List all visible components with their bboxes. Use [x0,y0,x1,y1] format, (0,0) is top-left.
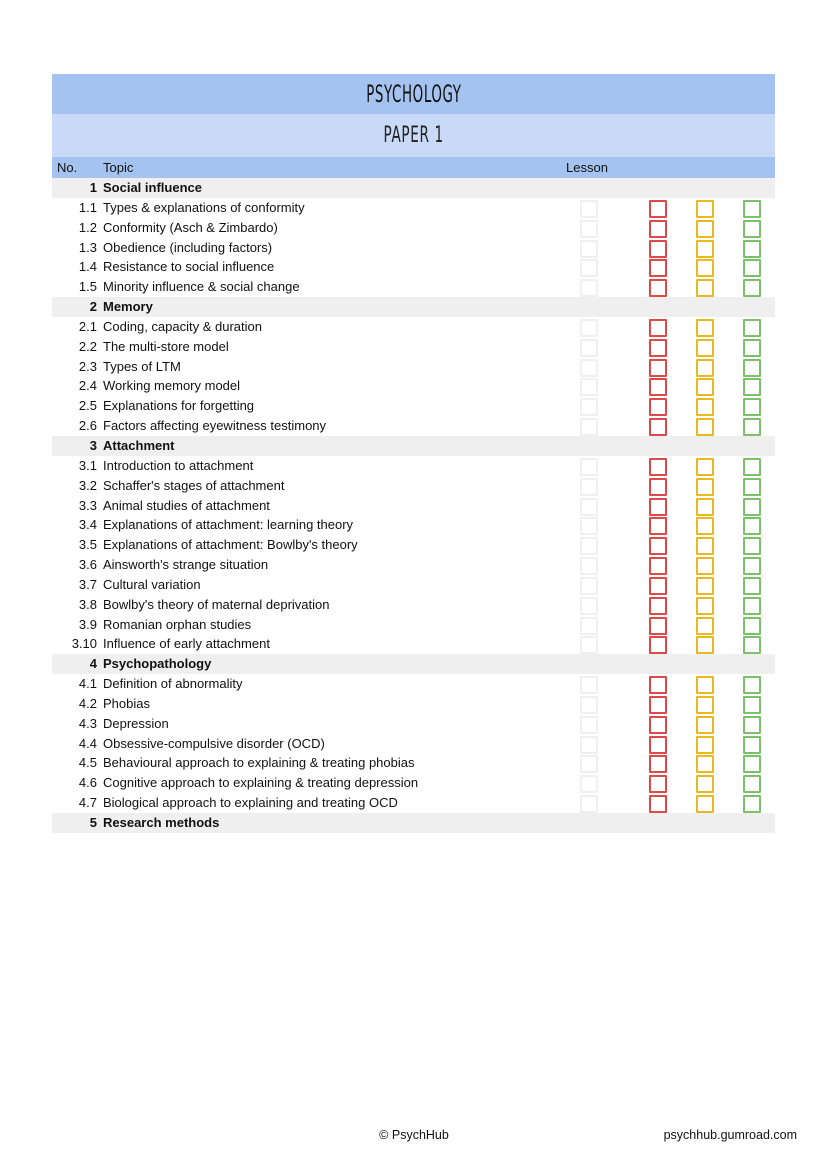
lesson-checkbox[interactable] [580,775,598,793]
row-topic: Cognitive approach to explaining & treating depression [103,775,419,791]
lesson-checkbox[interactable] [580,478,598,496]
row-number: 3.2 [78,477,97,493]
lesson-checkbox[interactable] [580,636,598,654]
row-topic: Minority influence & social change [103,279,300,295]
checklist-sheet [52,74,775,833]
red-rag-checkbox[interactable] [649,279,667,297]
red-rag-checkbox[interactable] [649,696,667,714]
green-rag-checkbox[interactable] [743,339,761,357]
row-number: 4 [89,656,97,672]
row-topic: Types of LTM [103,358,181,374]
amber-rag-checkbox[interactable] [696,240,714,258]
row-topic: Animal studies of attachment [103,497,270,513]
lesson-checkbox[interactable] [580,577,598,595]
green-rag-checkbox[interactable] [743,279,761,297]
row-number: 3.10 [71,636,97,652]
row-number: 1 [89,180,97,195]
row-number: 3.5 [78,537,97,553]
topic-row [52,634,775,654]
amber-rag-checkbox[interactable] [696,398,714,416]
red-rag-checkbox[interactable] [649,795,667,813]
lesson-checkbox[interactable] [580,339,598,357]
red-rag-checkbox[interactable] [649,775,667,793]
green-rag-checkbox[interactable] [743,498,761,516]
row-topic: Conformity (Asch & Zimbardo) [103,219,278,235]
row-topic: The multi-store model [103,338,229,354]
topic-row [52,257,775,277]
lesson-checkbox[interactable] [580,498,598,516]
row-number: 1.2 [78,219,97,235]
green-rag-checkbox[interactable] [743,537,761,555]
red-rag-checkbox[interactable] [649,378,667,396]
amber-rag-checkbox[interactable] [696,418,714,436]
topic-row [52,714,775,734]
lesson-checkbox[interactable] [580,240,598,258]
section-row [52,436,775,456]
lesson-checkbox[interactable] [580,795,598,813]
amber-rag-checkbox[interactable] [696,557,714,575]
lesson-checkbox[interactable] [580,378,598,396]
lesson-checkbox[interactable] [580,617,598,635]
amber-rag-checkbox[interactable] [696,458,714,476]
red-rag-checkbox[interactable] [649,537,667,555]
green-rag-checkbox[interactable] [743,577,761,595]
row-number: 2 [89,299,97,315]
amber-rag-checkbox[interactable] [696,498,714,516]
lesson-checkbox[interactable] [580,716,598,734]
row-topic: Working memory model [103,378,241,394]
red-rag-checkbox[interactable] [649,359,667,377]
red-rag-checkbox[interactable] [649,418,667,436]
row-topic: Psychopathology [103,656,212,672]
green-rag-checkbox[interactable] [743,200,761,218]
green-rag-checkbox[interactable] [743,458,761,476]
row-topic: Memory [103,299,153,315]
lesson-checkbox[interactable] [580,418,598,436]
row-number: 1.3 [78,239,97,255]
topic-row [52,595,775,615]
green-rag-checkbox[interactable] [743,418,761,436]
row-number: 1.1 [78,199,97,215]
red-rag-checkbox[interactable] [649,200,667,218]
amber-rag-checkbox[interactable] [696,537,714,555]
row-topic: Romanian orphan studies [103,616,252,632]
green-rag-checkbox[interactable] [743,716,761,734]
row-number: 3 [89,437,97,453]
row-topic: Research methods [103,815,220,830]
amber-rag-checkbox[interactable] [696,597,714,615]
green-rag-checkbox[interactable] [743,220,761,238]
row-topic: Explanations of attachment: Bowlby's theory [103,537,358,553]
amber-rag-checkbox[interactable] [696,696,714,714]
row-topic: Cultural variation [103,576,201,592]
amber-rag-checkbox[interactable] [696,517,714,535]
topic-row [52,694,775,714]
topic-row [52,555,775,575]
row-number: 3.9 [78,616,97,632]
red-rag-checkbox[interactable] [649,398,667,416]
green-rag-checkbox[interactable] [743,259,761,277]
row-topic: Resistance to social influence [103,259,275,275]
green-rag-checkbox[interactable] [743,676,761,694]
amber-rag-checkbox[interactable] [696,200,714,218]
amber-rag-checkbox[interactable] [696,577,714,595]
amber-rag-checkbox[interactable] [696,319,714,337]
amber-rag-checkbox[interactable] [696,378,714,396]
topic-row [52,317,775,337]
column-no: No. [57,160,78,175]
page-title [52,74,775,114]
topic-row [52,476,775,496]
topic-row [52,396,775,416]
footer-copyright: © PsychHub [379,1128,449,1142]
green-rag-checkbox[interactable] [743,795,761,813]
lesson-checkbox[interactable] [580,557,598,575]
amber-rag-checkbox[interactable] [696,636,714,654]
lesson-checkbox[interactable] [580,755,598,773]
column-topic: Topic [103,160,134,175]
green-rag-checkbox[interactable] [743,617,761,635]
lesson-checkbox[interactable] [580,220,598,238]
green-rag-checkbox[interactable] [743,478,761,496]
green-rag-checkbox[interactable] [743,319,761,337]
row-number: 2.5 [78,398,97,414]
topic-row [52,416,775,436]
row-topic: Types & explanations of conformity [103,199,305,215]
red-rag-checkbox[interactable] [649,577,667,595]
row-topic: Obedience (including factors) [103,239,273,255]
red-rag-checkbox[interactable] [649,458,667,476]
row-number: 2.2 [78,338,97,354]
red-rag-checkbox[interactable] [649,617,667,635]
page-subtitle [52,114,775,157]
red-rag-checkbox[interactable] [649,736,667,754]
red-rag-checkbox[interactable] [649,636,667,654]
topic-row [52,515,775,535]
lesson-checkbox[interactable] [580,259,598,277]
row-number: 3.6 [78,557,97,573]
red-rag-checkbox[interactable] [649,259,667,277]
red-rag-checkbox[interactable] [649,220,667,238]
row-number: 4.1 [78,676,97,692]
row-topic: Introduction to attachment [103,457,254,473]
row-number: 3.8 [78,596,97,612]
row-topic: Factors affecting eyewitness testimony [103,418,327,434]
row-topic: Social influence [103,180,202,195]
green-rag-checkbox[interactable] [743,557,761,575]
green-rag-checkbox[interactable] [743,517,761,535]
row-number: 4.5 [78,755,97,771]
amber-rag-checkbox[interactable] [696,359,714,377]
section-row [52,654,775,674]
section-row [52,813,775,833]
topic-row [52,456,775,476]
row-topic: Coding, capacity & duration [103,318,262,334]
topic-row [52,773,775,793]
amber-rag-checkbox[interactable] [696,279,714,297]
row-number: 2.1 [78,318,97,334]
topic-row [52,357,775,377]
topic-row [52,218,775,238]
topic-row [52,238,775,258]
lesson-checkbox[interactable] [580,736,598,754]
amber-rag-checkbox[interactable] [696,339,714,357]
lesson-checkbox[interactable] [580,517,598,535]
lesson-checkbox[interactable] [580,359,598,377]
lesson-checkbox[interactable] [580,676,598,694]
topic-row [52,337,775,357]
amber-rag-checkbox[interactable] [696,755,714,773]
amber-rag-checkbox[interactable] [696,478,714,496]
red-rag-checkbox[interactable] [649,557,667,575]
green-rag-checkbox[interactable] [743,359,761,377]
topic-row [52,277,775,297]
red-rag-checkbox[interactable] [649,755,667,773]
row-topic: Attachment [103,437,175,453]
row-topic: Biological approach to explaining and treating OCD [103,795,398,811]
amber-rag-checkbox[interactable] [696,775,714,793]
row-number: 4.2 [78,695,97,711]
green-rag-checkbox[interactable] [743,398,761,416]
section-row [52,297,775,317]
red-rag-checkbox[interactable] [649,319,667,337]
green-rag-checkbox[interactable] [743,636,761,654]
row-number: 3.3 [78,497,97,513]
lesson-checkbox[interactable] [580,458,598,476]
red-rag-checkbox[interactable] [649,339,667,357]
red-rag-checkbox[interactable] [649,478,667,496]
row-topic: Explanations for forgetting [103,398,255,414]
topic-row [52,674,775,694]
green-rag-checkbox[interactable] [743,240,761,258]
row-topic: Definition of abnormality [103,676,243,692]
section-row [52,178,775,198]
topic-row [52,496,775,516]
topic-row [52,198,775,218]
topic-row [52,535,775,555]
amber-rag-checkbox[interactable] [696,795,714,813]
row-number: 2.6 [78,418,97,434]
row-topic: Schaffer's stages of attachment [103,477,285,493]
amber-rag-checkbox[interactable] [696,716,714,734]
green-rag-checkbox[interactable] [743,696,761,714]
red-rag-checkbox[interactable] [649,597,667,615]
row-topic: Phobias [103,695,150,711]
lesson-checkbox[interactable] [580,279,598,297]
lesson-checkbox[interactable] [580,319,598,337]
red-rag-checkbox[interactable] [649,517,667,535]
row-topic: Depression [103,715,169,731]
amber-rag-checkbox[interactable] [696,617,714,635]
green-rag-checkbox[interactable] [743,597,761,615]
red-rag-checkbox[interactable] [649,716,667,734]
row-topic: Ainsworth's strange situation [103,557,269,573]
row-number: 2.3 [78,358,97,374]
row-number: 3.7 [78,576,97,592]
column-lesson: Lesson [566,160,608,175]
row-number: 3.1 [78,457,97,473]
green-rag-checkbox[interactable] [743,775,761,793]
topic-row [52,753,775,773]
row-number: 5 [89,815,97,830]
row-number: 4.6 [78,775,97,791]
footer-url[interactable]: psychhub.gumroad.com [663,1128,797,1142]
row-number: 3.4 [78,517,97,533]
green-rag-checkbox[interactable] [743,755,761,773]
row-number: 1.4 [78,259,97,275]
lesson-checkbox[interactable] [580,398,598,416]
row-number: 4.4 [78,735,97,751]
row-topic: Explanations of attachment: learning theory [103,517,354,533]
row-number: 4.3 [78,715,97,731]
amber-rag-checkbox[interactable] [696,220,714,238]
title-text: PSYCHOLOGY [365,80,462,108]
amber-rag-checkbox[interactable] [696,676,714,694]
row-topic: Influence of early attachment [103,636,270,652]
topic-row [52,615,775,635]
subtitle-text: PAPER 1 [383,123,444,148]
row-topic: Bowlby's theory of maternal deprivation [103,596,330,612]
topic-row [52,734,775,754]
row-number: 2.4 [78,378,97,394]
row-topic: Obsessive-compulsive disorder (OCD) [103,735,325,751]
topic-row [52,376,775,396]
lesson-checkbox[interactable] [580,696,598,714]
amber-rag-checkbox[interactable] [696,736,714,754]
red-rag-checkbox[interactable] [649,676,667,694]
amber-rag-checkbox[interactable] [696,259,714,277]
lesson-checkbox[interactable] [580,597,598,615]
green-rag-checkbox[interactable] [743,378,761,396]
topic-row [52,575,775,595]
red-rag-checkbox[interactable] [649,498,667,516]
row-number: 4.7 [78,795,97,811]
green-rag-checkbox[interactable] [743,736,761,754]
topic-list [52,178,775,833]
column-header [52,157,775,178]
row-topic: Behavioural approach to explaining & treating phobias [103,755,415,771]
row-number: 1.5 [78,279,97,295]
topic-row [52,793,775,813]
lesson-checkbox[interactable] [580,537,598,555]
lesson-checkbox[interactable] [580,200,598,218]
red-rag-checkbox[interactable] [649,240,667,258]
